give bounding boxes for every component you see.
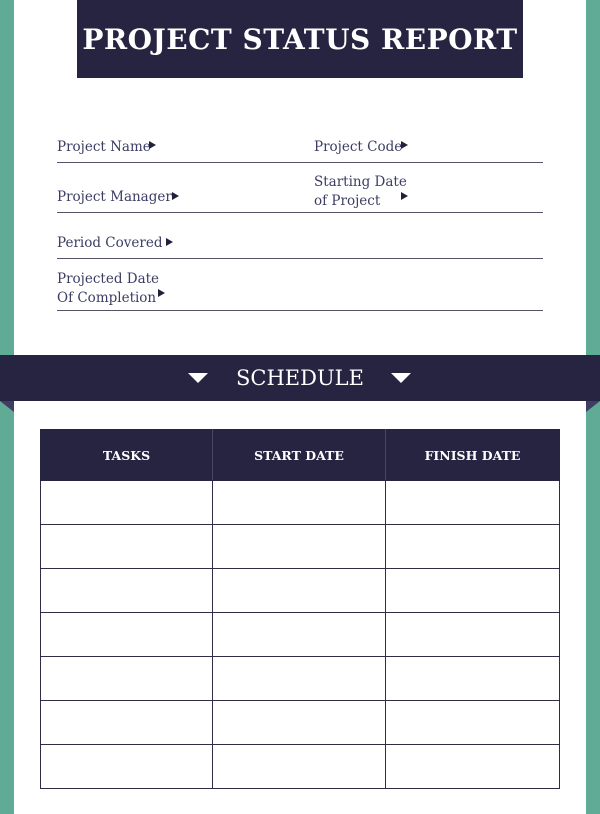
project-code-arrow-icon [401, 141, 408, 149]
table-row [41, 481, 560, 525]
cell-finish-date[interactable] [386, 701, 560, 745]
cell-start-date[interactable] [213, 745, 386, 789]
column-header-finish-date: FINISH DATE [386, 430, 560, 481]
report-title: PROJECT STATUS REPORT [77, 0, 523, 78]
cell-tasks[interactable] [41, 701, 213, 745]
cell-finish-date[interactable] [386, 481, 560, 525]
banner-fold-right [586, 401, 600, 412]
cell-tasks[interactable] [41, 569, 213, 613]
starting-date-arrow-icon [401, 192, 408, 200]
project-name-arrow-icon [149, 141, 156, 149]
period-covered-label: Period Covered [57, 235, 163, 251]
column-header-tasks: TASKS [41, 430, 213, 481]
schedule-title: SCHEDULE [236, 366, 364, 390]
table-row [41, 569, 560, 613]
table-row [41, 613, 560, 657]
cell-start-date[interactable] [213, 481, 386, 525]
cell-finish-date[interactable] [386, 657, 560, 701]
chevron-down-icon [391, 373, 411, 383]
project-name-label: Project Name [57, 139, 151, 155]
cell-start-date[interactable] [213, 613, 386, 657]
projected-date-label-line2: Of Completion [57, 290, 157, 306]
cell-start-date[interactable] [213, 701, 386, 745]
project-manager-arrow-icon [172, 192, 179, 200]
cell-start-date[interactable] [213, 657, 386, 701]
cell-finish-date[interactable] [386, 745, 560, 789]
field-divider [57, 212, 543, 213]
column-header-start-date: START DATE [213, 430, 386, 481]
table-row [41, 701, 560, 745]
table-header-row [41, 430, 560, 481]
cell-tasks[interactable] [41, 613, 213, 657]
starting-date-label-line2: of Project [314, 193, 381, 209]
field-divider [57, 162, 543, 163]
banner-fold-left [0, 401, 14, 412]
projected-date-arrow-icon [158, 289, 165, 297]
period-covered-arrow-icon [166, 238, 173, 246]
starting-date-label-line1: Starting Date [314, 174, 407, 190]
table-row [41, 525, 560, 569]
cell-tasks[interactable] [41, 525, 213, 569]
cell-finish-date[interactable] [386, 569, 560, 613]
cell-start-date[interactable] [213, 569, 386, 613]
project-code-label: Project Code [314, 139, 403, 155]
cell-finish-date[interactable] [386, 525, 560, 569]
schedule-table-body [41, 481, 560, 789]
cell-tasks[interactable] [41, 481, 213, 525]
cell-finish-date[interactable] [386, 613, 560, 657]
field-divider [57, 258, 543, 259]
cell-tasks[interactable] [41, 657, 213, 701]
projected-date-label-line1: Projected Date [57, 271, 160, 287]
table-row [41, 745, 560, 789]
field-divider [57, 310, 543, 311]
cell-start-date[interactable] [213, 525, 386, 569]
schedule-table [40, 429, 560, 789]
table-row [41, 657, 560, 701]
cell-tasks[interactable] [41, 745, 213, 789]
project-manager-label: Project Manager [57, 189, 172, 205]
